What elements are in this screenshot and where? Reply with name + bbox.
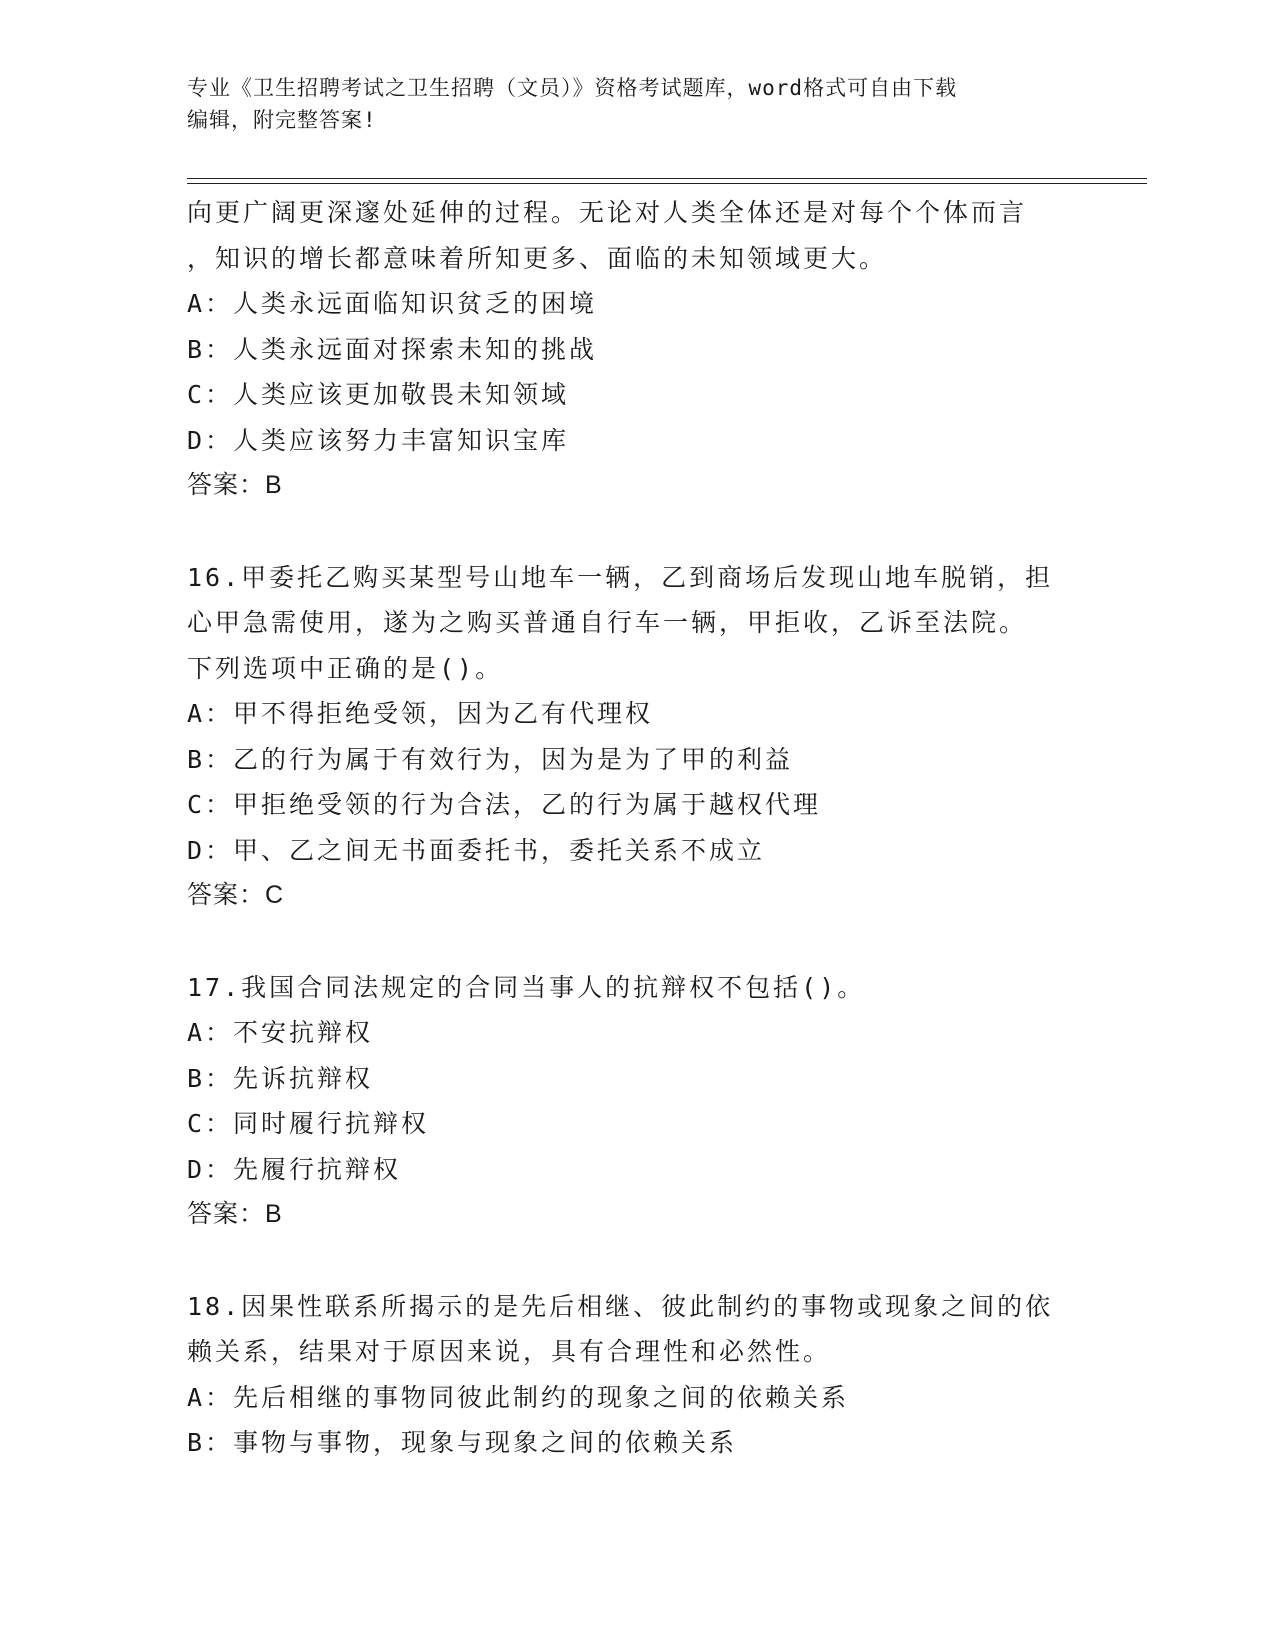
question-stem-line: ，知识的增长都意味着所知更多、面临的未知领域更大。	[187, 243, 888, 273]
question-15	[187, 190, 1087, 509]
question-list	[187, 190, 1087, 1466]
answer: 答案：B	[187, 1200, 283, 1228]
document-header	[187, 72, 1087, 136]
answer: 答案：C	[187, 881, 285, 909]
option-a: A：人类永远面临知识贫乏的困境	[187, 289, 598, 318]
question-spacer	[187, 919, 1087, 965]
option-b: B：先诉抗辩权	[187, 1063, 374, 1093]
question-stem-line: 心甲急需使用，遂为之购买普通自行车一辆，甲拒收，乙诉至法院。	[187, 608, 1028, 637]
option-b: B：乙的行为属于有效行为，因为是为了甲的利益	[187, 744, 794, 774]
question-17	[187, 965, 1087, 1238]
question-spacer	[187, 1238, 1087, 1284]
question-16	[187, 555, 1087, 919]
option-c: C：甲拒绝受领的行为合法，乙的行为属于越权代理	[187, 790, 822, 819]
option-a: A：甲不得拒绝受领，因为乙有代理权	[187, 699, 654, 728]
question-stem-line: 下列选项中正确的是()。	[187, 653, 504, 683]
header-line-2: 编辑，附完整答案!	[187, 108, 377, 132]
option-c: C：同时履行抗辩权	[187, 1109, 430, 1138]
question-stem-line: 赖关系，结果对于原因来说，具有合理性和必然性。	[187, 1337, 832, 1366]
header-divider-bottom	[187, 183, 1147, 184]
header-line-1: 专业《卫生招聘考试之卫生招聘（文员）》资格考试题库，word格式可自由下载	[187, 76, 958, 100]
option-a: A：先后相继的事物同彼此制约的现象之间的依赖关系	[187, 1382, 850, 1412]
question-18	[187, 1284, 1087, 1466]
option-b: B：事物与事物，现象与现象之间的依赖关系	[187, 1428, 738, 1457]
option-d: D：甲、乙之间无书面委托书，委托关系不成立	[187, 835, 766, 865]
option-d: D：人类应该努力丰富知识宝库	[187, 425, 570, 455]
header-divider-top	[187, 178, 1147, 179]
question-stem-line: 向更广阔更深邃处延伸的过程。无论对人类全体还是对每个个体而言	[187, 198, 1028, 227]
question-spacer	[187, 509, 1087, 555]
option-b: B：人类永远面对探索未知的挑战	[187, 334, 598, 364]
question-stem-line: 16.甲委托乙购买某型号山地车一辆，乙到商场后发现山地车脱销，担	[187, 562, 1054, 592]
question-stem-line: 17.我国合同法规定的合同当事人的抗辩权不包括()。	[187, 972, 866, 1002]
answer: 答案：B	[187, 471, 283, 499]
option-c: C：人类应该更加敬畏未知领域	[187, 380, 570, 409]
question-stem-line: 18.因果性联系所揭示的是先后相继、彼此制约的事物或现象之间的依	[187, 1291, 1054, 1321]
option-a: A：不安抗辩权	[187, 1018, 374, 1047]
option-d: D：先履行抗辩权	[187, 1154, 402, 1184]
